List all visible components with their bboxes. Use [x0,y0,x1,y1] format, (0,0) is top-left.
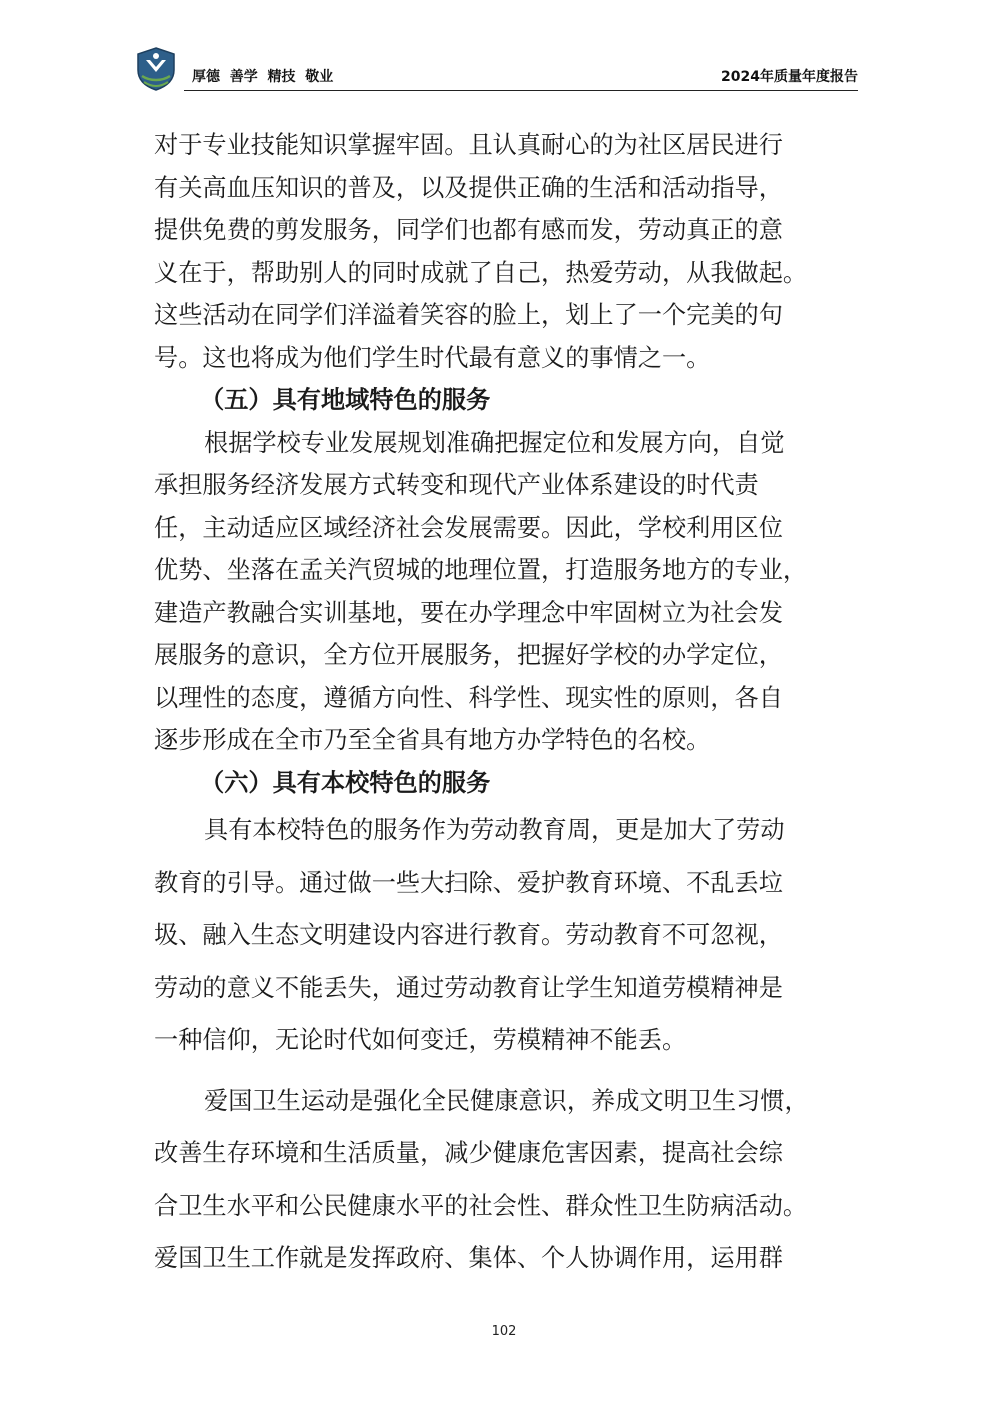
page-number: 102 [491,1324,517,1339]
document-body [154,124,854,1285]
paragraph-patriotic-health [154,1075,854,1285]
text-line: 这些活动在同学们洋溢着笑容的脸上，划上了一个完美的句 [154,301,783,329]
section-heading-5: （五）具有地域特色的服务 [200,386,491,414]
text-line: 劳动的意义不能丢失，通过劳动教育让学生知道劳模精神是 [154,973,783,1002]
text-line: 圾、融入生态文明建设内容进行教育。劳动教育不可忽视， [154,921,783,949]
school-motto: 厚德 善学 精技 敬业 [192,69,334,85]
page-header [128,44,858,94]
text-line: 承担服务经济发展方式转变和现代产业体系建设的时代责 [154,471,759,499]
text-line: 逐步形成在全市乃至全省具有地方办学特色的名校。 [154,726,711,754]
text-line: 一种信仰，无论时代如何变迁，劳模精神不能丢。 [154,1026,687,1054]
text-line: 任，主动适应区域经济社会发展需要。因此，学校利用区位 [154,513,783,542]
text-line: 具有本校特色的服务作为劳动教育周，更是加大了劳动 [204,816,785,844]
text-line: 教育的引导。通过做一些大扫除、爱护教育环境、不乱丢垃 [154,868,783,897]
header-divider [184,90,858,91]
text-line: 有关高血压知识的普及，以及提供正确的生活和活动指导， [154,173,783,202]
text-line: 爱国卫生工作就是发挥政府、集体、个人协调作用，运用群 [154,1244,783,1272]
text-line: 合卫生水平和公民健康水平的社会性、群众性卫生防病活动。 [154,1191,808,1220]
school-emblem-icon [134,46,178,92]
text-line: 展服务的意识，全方位开展服务，把握好学校的办学定位， [154,641,783,669]
text-line: 号。这也将成为他们学生时代最有意义的事情之一。 [154,343,711,372]
text-line: 根据学校专业发展规划准确把握定位和发展方向，自觉 [204,428,785,457]
text-line: 以理性的态度，遵循方向性、科学性、现实性的原则，各自 [154,683,783,712]
text-line: 建造产教融合实训基地，要在办学理念中牢固树立为社会发 [154,598,783,627]
paragraph-regional-service [154,422,854,762]
text-line: 对于专业技能知识掌握牢固。且认真耐心的为社区居民进行 [154,131,783,159]
section-heading-6: （六）具有本校特色的服务 [200,768,491,797]
paragraph-community-service [154,124,854,379]
text-line: 义在于，帮助别人的同时成就了自己，热爱劳动，从我做起。 [154,258,808,287]
text-line: 爱国卫生运动是强化全民健康意识，养成文明卫生习惯， [204,1086,809,1115]
paragraph-gap [154,1067,854,1075]
paragraph-labor-education [154,804,854,1067]
text-line: 提供免费的剪发服务，同学们也都有感而发，劳动真正的意 [154,216,783,244]
report-title: 2024年质量年度报告 [721,69,858,85]
text-line: 优势、坐落在孟关汽贸城的地理位置，打造服务地方的专业， [154,556,808,584]
text-line: 改善生存环境和生活质量，减少健康危害因素，提高社会综 [154,1139,783,1167]
